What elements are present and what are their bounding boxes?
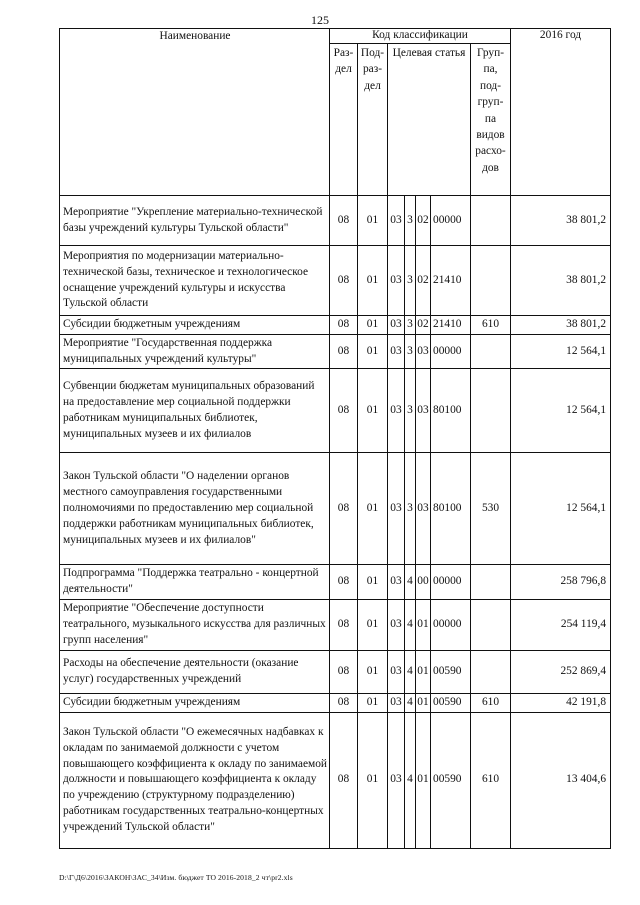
row-expense-type: 610 (471, 316, 511, 335)
row-expense-type: 610 (471, 712, 511, 848)
row-target-direction: 80100 (431, 453, 471, 565)
row-target-program: 03 (388, 565, 405, 600)
row-razdel: 08 (330, 316, 358, 335)
row-expense-type (471, 650, 511, 693)
row-podrazdel: 01 (358, 693, 388, 712)
row-expense-type: 530 (471, 453, 511, 565)
row-podrazdel: 01 (358, 196, 388, 246)
row-razdel: 08 (330, 693, 358, 712)
row-target-direction: 00590 (431, 650, 471, 693)
row-target-program: 03 (388, 196, 405, 246)
row-target-event: 00 (416, 565, 431, 600)
row-expense-type (471, 369, 511, 453)
row-target-event: 03 (416, 334, 431, 369)
row-amount: 38 801,2 (511, 196, 611, 246)
row-target-subprogram: 3 (405, 196, 416, 246)
table-row (60, 196, 611, 246)
header-year: 2016 год (511, 29, 611, 196)
row-target-direction: 00590 (431, 712, 471, 848)
row-amount: 254 119,4 (511, 599, 611, 650)
row-razdel: 08 (330, 334, 358, 369)
row-target-event: 03 (416, 369, 431, 453)
row-podrazdel: 01 (358, 246, 388, 316)
row-target-subprogram: 3 (405, 369, 416, 453)
row-target-event: 03 (416, 453, 431, 565)
row-name: Мероприятие "Укрепление материально-технической базы учреждений культуры Тульской области" (60, 196, 330, 246)
row-amount: 252 869,4 (511, 650, 611, 693)
row-amount: 38 801,2 (511, 246, 611, 316)
row-razdel: 08 (330, 453, 358, 565)
row-target-subprogram: 3 (405, 246, 416, 316)
row-target-direction: 21410 (431, 316, 471, 335)
row-target-direction: 00000 (431, 334, 471, 369)
row-amount: 258 796,8 (511, 565, 611, 600)
row-target-program: 03 (388, 453, 405, 565)
table-row (60, 712, 611, 848)
row-podrazdel: 01 (358, 650, 388, 693)
row-amount: 38 801,2 (511, 316, 611, 335)
table-row (60, 565, 611, 600)
row-name: Мероприятие "Государственная поддержка муниципальных учреждений культуры" (60, 334, 330, 369)
row-target-subprogram: 4 (405, 650, 416, 693)
row-podrazdel: 01 (358, 565, 388, 600)
row-name: Закон Тульской области "О ежемесячных надбавках к окладам по занимаемой должности с учетом повышающего коэффициента к окладу по занимаемой должности и повышающего коэффициента к окладу по учреждению (структурному подразделению) работникам государственных театрально-концертных учреждений Тульской области" (60, 712, 330, 848)
row-podrazdel: 01 (358, 453, 388, 565)
row-target-subprogram: 4 (405, 693, 416, 712)
header-classification: Код классификации (330, 29, 511, 44)
row-amount: 42 191,8 (511, 693, 611, 712)
table-row (60, 246, 611, 316)
row-target-program: 03 (388, 650, 405, 693)
row-name: Субвенции бюджетам муниципальных образований на предоставление мер социальной поддержки работникам муниципальных библиотек, муниципальных музеев и их филиалов (60, 369, 330, 453)
header-section: Раз- дел (330, 44, 358, 196)
row-target-event: 02 (416, 246, 431, 316)
row-name: Субсидии бюджетным учреждениям (60, 316, 330, 335)
row-target-direction: 00590 (431, 693, 471, 712)
row-amount: 12 564,1 (511, 453, 611, 565)
row-target-subprogram: 3 (405, 334, 416, 369)
row-razdel: 08 (330, 565, 358, 600)
row-target-subprogram: 3 (405, 453, 416, 565)
row-razdel: 08 (330, 369, 358, 453)
row-razdel: 08 (330, 712, 358, 848)
budget-table (59, 28, 611, 849)
row-expense-type (471, 334, 511, 369)
row-target-program: 03 (388, 334, 405, 369)
row-target-program: 03 (388, 316, 405, 335)
table-row (60, 334, 611, 369)
row-expense-type (471, 196, 511, 246)
header-target: Целевая статья (388, 44, 471, 196)
row-target-direction: 21410 (431, 246, 471, 316)
row-target-direction: 00000 (431, 196, 471, 246)
row-target-subprogram: 4 (405, 565, 416, 600)
row-target-subprogram: 4 (405, 599, 416, 650)
row-expense-type: 610 (471, 693, 511, 712)
row-razdel: 08 (330, 650, 358, 693)
row-podrazdel: 01 (358, 712, 388, 848)
row-target-program: 03 (388, 369, 405, 453)
row-podrazdel: 01 (358, 369, 388, 453)
row-razdel: 08 (330, 599, 358, 650)
page-number: 125 (311, 13, 329, 27)
row-target-program: 03 (388, 693, 405, 712)
row-razdel: 08 (330, 196, 358, 246)
row-podrazdel: 01 (358, 316, 388, 335)
row-name: Подпрограмма "Поддержка театрально - концертной деятельности" (60, 565, 330, 600)
row-target-program: 03 (388, 712, 405, 848)
row-target-direction: 00000 (431, 599, 471, 650)
row-target-subprogram: 4 (405, 712, 416, 848)
row-target-direction: 80100 (431, 369, 471, 453)
file-path-footer: D:\Г\Д6\2016\ЗАКОН\ЗАС_34\Изм. бюджет ТО 2016-2018_2 чт\pr2.xls (59, 873, 293, 882)
row-amount: 12 564,1 (511, 369, 611, 453)
row-amount: 13 404,6 (511, 712, 611, 848)
row-target-event: 02 (416, 196, 431, 246)
table-row (60, 693, 611, 712)
row-target-event: 02 (416, 316, 431, 335)
row-amount: 12 564,1 (511, 334, 611, 369)
row-podrazdel: 01 (358, 599, 388, 650)
row-name: Расходы на обеспечение деятельности (оказание услуг) государственных учреждений (60, 650, 330, 693)
row-target-subprogram: 3 (405, 316, 416, 335)
row-expense-type (471, 565, 511, 600)
row-razdel: 08 (330, 246, 358, 316)
row-target-event: 01 (416, 712, 431, 848)
row-target-event: 01 (416, 599, 431, 650)
row-name: Закон Тульской области "О наделении органов местного самоуправления государственными полномочиями по предоставлению мер социальной поддержки работникам муниципальных библиотек, муниципальных музеев и их филиалов" (60, 453, 330, 565)
row-name: Мероприятие "Обеспечение доступности театрального, музыкального искусства для различных групп населения" (60, 599, 330, 650)
table-row (60, 369, 611, 453)
row-name: Субсидии бюджетным учреждениям (60, 693, 330, 712)
table-row (60, 650, 611, 693)
header-subsection: Под- раз- дел (358, 44, 388, 196)
header-row-1 (60, 29, 611, 44)
row-target-direction: 00000 (431, 565, 471, 600)
row-expense-type (471, 599, 511, 650)
row-target-program: 03 (388, 246, 405, 316)
row-name: Мероприятия по модернизации материально-технической базы, техническое и технологическое оснащение учреждений культуры и искусства Тульской области (60, 246, 330, 316)
row-podrazdel: 01 (358, 334, 388, 369)
row-target-program: 03 (388, 599, 405, 650)
table-row (60, 453, 611, 565)
table-row (60, 599, 611, 650)
table-row (60, 316, 611, 335)
row-target-event: 01 (416, 650, 431, 693)
header-name: Наименование (60, 29, 330, 196)
header-group: Груп- па, под- груп- па видов расхо- дов (471, 44, 511, 196)
row-target-event: 01 (416, 693, 431, 712)
row-expense-type (471, 246, 511, 316)
